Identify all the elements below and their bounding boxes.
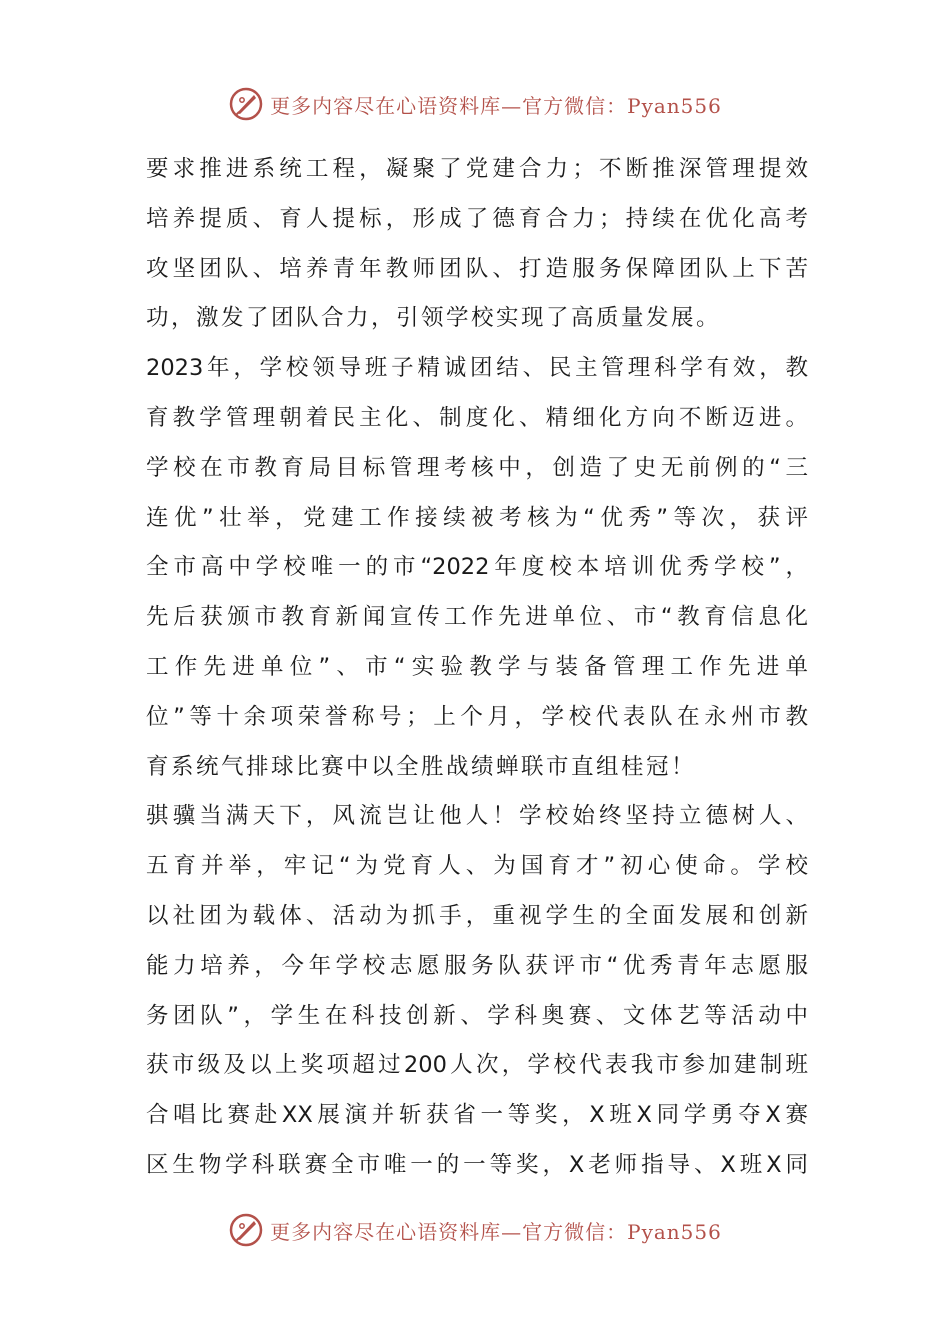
text-line: 获市级及以上奖项超过200人次，学校代表我市参加建制班 [146, 1052, 808, 1079]
text-line: 2023年，学校领导班子精诚团结、民主管理科学有效，教 [146, 355, 808, 382]
text-line: 先后获颁市教育新闻宣传工作先进单位、市“教育信息化 [146, 604, 808, 631]
text-line: 连优”壮举，党建工作接续被考核为“优秀”等次，获评 [146, 504, 808, 531]
text-line: 培养提质、育人提标，形成了德育合力；持续在优化高考 [146, 205, 808, 232]
footer-watermark-text: 更多内容尽在心语资料库—官方微信：Pyan556 [270, 1219, 722, 1244]
text-line: 区生物学科联赛全市唯一的一等奖，X老师指导、X班X同 [146, 1151, 808, 1178]
text-line: 要求推进系统工程，凝聚了党建合力；不断推深管理提效 [146, 156, 808, 182]
text-line: 骐骥当满天下，风流岂让他人！学校始终坚持立德树人、 [146, 803, 808, 830]
header-watermark-text: 更多内容尽在心语资料库—官方微信：Pyan556 [270, 93, 722, 118]
text-line: 功，激发了团队合力，引领学校实现了高质量发展。 [146, 305, 722, 332]
text-line: 务团队”，学生在科技创新、学科奥赛、文体艺等活动中 [146, 1002, 808, 1029]
footer-watermark [0, 1210, 950, 1250]
text-line: 育系统气排球比赛中以全胜战绩蝉联市直组桂冠！ [146, 753, 697, 780]
text-line: 育教学管理朝着民主化、制度化、精细化方向不断迈进。 [146, 404, 808, 431]
text-line: 五育并举，牢记“为党育人、为国育才”初心使命。学校 [146, 853, 808, 880]
text-line: 位”等十余项荣誉称号；上个月，学校代表队在永州市教 [146, 703, 808, 730]
text-line: 学校在市教育局目标管理考核中，创造了史无前例的“三 [146, 454, 808, 481]
text-line: 攻坚团队、培养青年教师团队、打造服务保障团队上下苦 [146, 255, 808, 282]
text-line: 全市高中学校唯一的市“2022年度校本培训优秀学校”， [146, 554, 808, 581]
text-line: 能力培养，今年学校志愿服务队获评市“优秀青年志愿服 [146, 952, 808, 979]
text-line: 以社团为载体、活动为抓手，重视学生的全面发展和创新 [146, 902, 808, 929]
header-watermark [0, 84, 950, 124]
text-line: 合唱比赛赴XX展演并斩获省一等奖，X班X同学勇夺X赛 [146, 1102, 808, 1129]
quill-logo-icon [228, 86, 264, 122]
text-line: 工作先进单位”、市“实验教学与装备管理工作先进单 [146, 653, 808, 680]
document-body [146, 145, 808, 1191]
quill-logo-icon [228, 1212, 264, 1248]
